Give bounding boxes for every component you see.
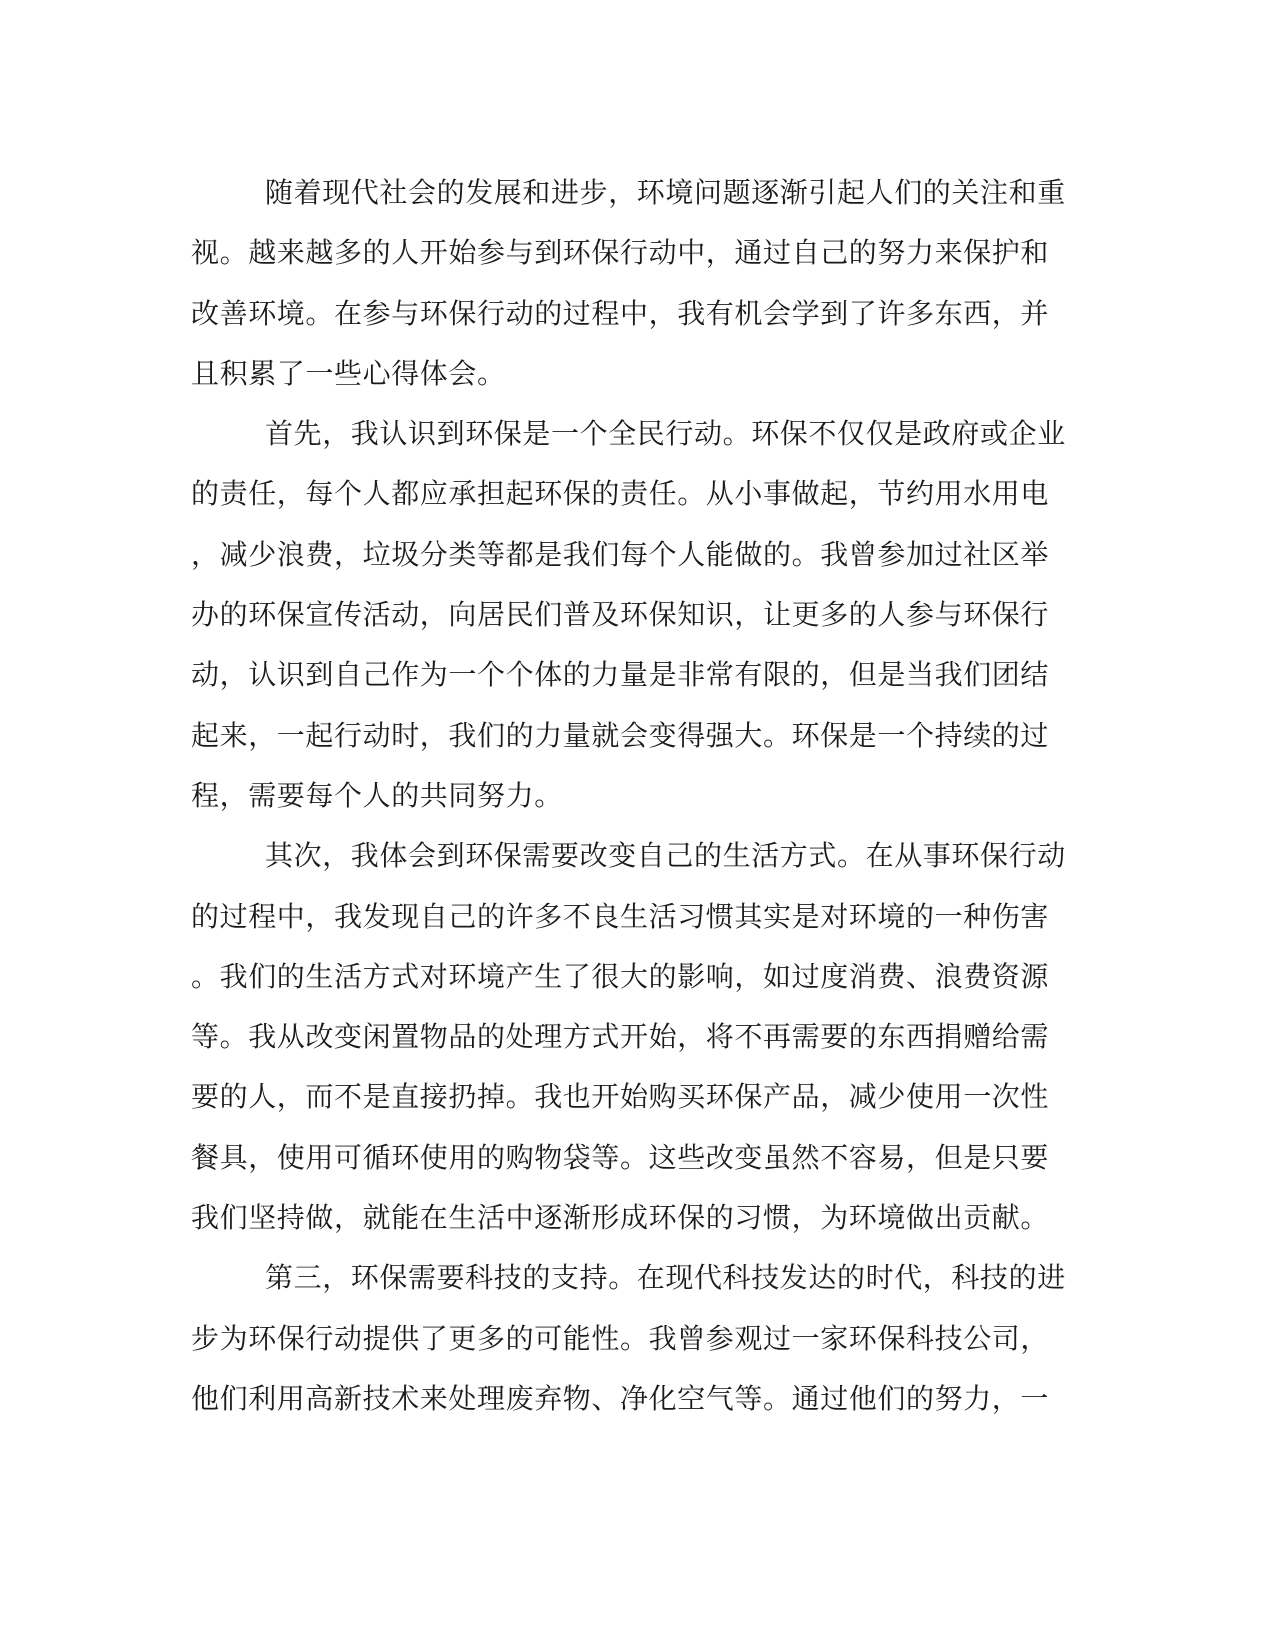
text-line: 程，需要每个人的共同努力。	[191, 778, 563, 812]
text-line: 餐具，使用可循环使用的购物袋等。这些改变虽然不容易，但是只要	[191, 1140, 1050, 1174]
text-line: 改善环境。在参与环保行动的过程中，我有机会学到了许多东西，并	[191, 296, 1050, 330]
document-body	[191, 163, 1081, 1429]
text-line: 随着现代社会的发展和进步，环境问题逐渐引起人们的关注和重	[265, 176, 1066, 209]
text-line: 其次，我体会到环保需要改变自己的生活方式。在从事环保行动	[265, 839, 1066, 873]
text-line: 首先，我认识到环保是一个全民行动。环保不仅仅是政府或企业	[265, 417, 1066, 451]
text-line: 动，认识到自己作为一个个体的力量是非常有限的，但是当我们团结	[191, 658, 1050, 692]
text-line: 他们利用高新技术来处理废弃物、净化空气等。通过他们的努力，一	[191, 1381, 1050, 1415]
text-line: 且积累了一些心得体会。	[191, 356, 506, 390]
text-line: 的过程中，我发现自己的许多不良生活习惯其实是对环境的一种伤害	[191, 899, 1050, 933]
text-line: 。我们的生活方式对环境产生了很大的影响，如过度消费、浪费资源	[191, 959, 1050, 993]
text-line: ，减少浪费，垃圾分类等都是我们每个人能做的。我曾参加过社区举	[191, 537, 1050, 571]
text-line: 步为环保行动提供了更多的可能性。我曾参观过一家环保科技公司，	[191, 1321, 1050, 1355]
text-line: 办的环保宣传活动，向居民们普及环保知识，让更多的人参与环保行	[191, 598, 1050, 632]
text-line: 视。越来越多的人开始参与到环保行动中，通过自己的努力来保护和	[191, 236, 1050, 270]
text-line: 我们坚持做，就能在生活中逐渐形成环保的习惯，为环境做出贡献。	[191, 1201, 1050, 1235]
text-line: 的责任，每个人都应承担起环保的责任。从小事做起，节约用水用电	[191, 477, 1050, 511]
text-line: 等。我从改变闲置物品的处理方式开始，将不再需要的东西捐赠给需	[191, 1020, 1050, 1054]
text-line: 第三，环保需要科技的支持。在现代科技发达的时代，科技的进	[265, 1261, 1066, 1295]
text-line: 起来，一起行动时，我们的力量就会变得强大。环保是一个持续的过	[191, 718, 1050, 752]
text-line: 要的人，而不是直接扔掉。我也开始购买环保产品，减少使用一次性	[191, 1080, 1050, 1114]
